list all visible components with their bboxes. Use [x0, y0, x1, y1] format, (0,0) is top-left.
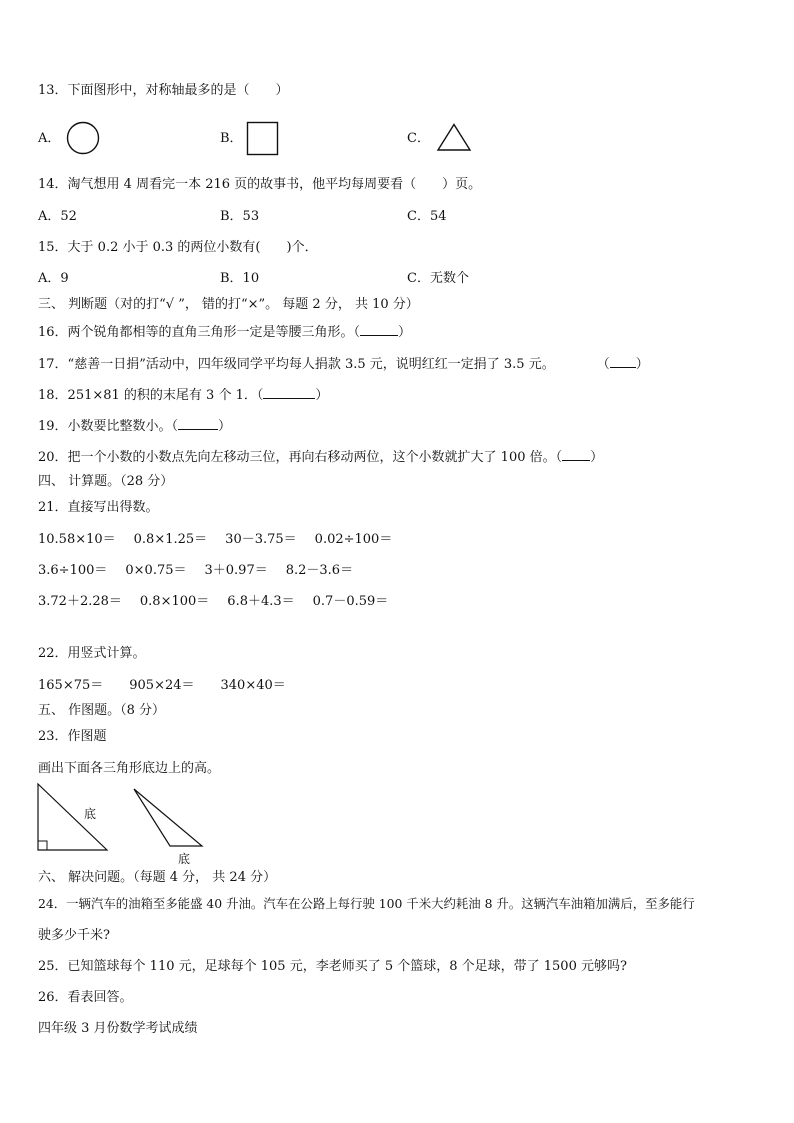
table-title: 四年级 3 月份数学考试成绩 [38, 1021, 198, 1036]
right-triangle-figure [36, 782, 112, 854]
calc-item: 8.2－3.6＝ [285, 563, 354, 578]
calc-item: 905×24＝ [129, 678, 195, 693]
question-24-line-1: 24．一辆汽车的油箱至多能盛 40 升油。汽车在公路上每行驶 100 千米大约耗油 8 升。这辆汽车油箱加满后，至多能行 [38, 896, 695, 911]
question-16 [38, 323, 411, 341]
question-21: 21．直接写出得数。 [38, 500, 159, 515]
question-20-text: 20．把一个小数的小数点先向左移动三位，再向右移动两位，这个小数就扩大了 100 倍。（ [38, 450, 563, 465]
answer-blank-17[interactable] [610, 355, 636, 368]
calc-item: 0.02÷100＝ [314, 532, 393, 547]
question-20-close: ） [590, 450, 604, 465]
question-25: 25．已知篮球每个 110 元，足球每个 105 元，李老师买了 5 个篮球，8 个足球，带了 1500 元够吗? [38, 959, 627, 974]
answer-blank-18[interactable] [263, 386, 315, 399]
question-17-open: （ [596, 357, 610, 372]
question-13: 13．下面图形中，对称轴最多的是（ ） [38, 83, 289, 98]
calc-row-3 [38, 594, 406, 610]
vertical-calc-row [38, 678, 304, 694]
q14-option-b: B．53 [220, 209, 260, 224]
calc-item: 0.8×100＝ [139, 594, 210, 609]
q15-option-c: C．无数个 [407, 271, 469, 286]
calc-item: 6.8＋4.3＝ [227, 594, 295, 609]
q13-option-a-label: A． [38, 131, 61, 146]
question-17-close: ） [635, 357, 649, 372]
question-19-close: ） [218, 419, 232, 434]
calc-item: 340×40＝ [220, 678, 286, 693]
calc-row-1 [38, 532, 410, 548]
calc-item: 0.7－0.59＝ [312, 594, 389, 609]
answer-blank-16[interactable] [360, 323, 398, 336]
square-icon [246, 121, 280, 157]
question-17-text: 17．“慈善一日捐”活动中，四年级同学平均每人捐款 3.5 元，说明红红一定捐了 3.5 元。 [38, 357, 555, 372]
q15-option-b: B．10 [220, 271, 260, 286]
question-14: 14．淘气想用 4 周看完一本 216 页的故事书，他平均每周要看（ ）页。 [38, 177, 482, 192]
section-4-heading: 四、 计算题。（28 分） [38, 474, 174, 489]
question-23: 23．作图题 [38, 729, 107, 744]
question-18-close: ） [315, 388, 329, 403]
question-23-instruction: 画出下面各三角形底边上的高。 [38, 761, 221, 776]
calc-item: 3.6÷100＝ [38, 563, 108, 578]
question-16-text: 16．两个锐角都相等的直角三角形一定是等腰三角形。（ [38, 325, 361, 340]
q13-option-c-label: C． [407, 131, 430, 146]
calc-item: 0×0.75＝ [125, 563, 187, 578]
calc-item: 165×75＝ [38, 678, 104, 693]
question-20 [38, 448, 603, 466]
q14-option-a: A．52 [38, 209, 77, 224]
base-label-2: 底 [178, 852, 191, 866]
question-22: 22．用竖式计算。 [38, 646, 146, 661]
question-18 [38, 386, 328, 404]
circle-icon [66, 121, 102, 157]
obtuse-triangle-figure [132, 787, 208, 851]
q15-option-a: A．9 [38, 271, 69, 286]
section-6-heading: 六、 解决问题。（每题 4 分， 共 24 分） [38, 870, 277, 885]
base-label-1: 底 [84, 807, 97, 821]
calc-item: 0.8×1.25＝ [133, 532, 208, 547]
calc-item: 30－3.75＝ [225, 532, 297, 547]
calc-row-2 [38, 563, 371, 579]
question-17 [38, 355, 649, 373]
q14-option-c: C．54 [407, 209, 447, 224]
question-16-close: ） [398, 325, 412, 340]
calc-item: 3＋0.97＝ [204, 563, 268, 578]
question-24-line-2: 驶多少千米? [38, 928, 110, 943]
question-15: 15．大于 0.2 小于 0.3 的两位小数有( )个． [38, 240, 318, 255]
section-5-heading: 五、 作图题。（8 分） [38, 703, 166, 718]
calc-item: 10.58×10＝ [38, 532, 116, 547]
answer-blank-20[interactable] [562, 448, 590, 461]
question-19 [38, 417, 231, 435]
question-19-text: 19．小数要比整数小。（ [38, 419, 179, 434]
answer-blank-19[interactable] [178, 417, 218, 430]
question-26: 26．看表回答。 [38, 990, 133, 1005]
triangle-icon [436, 123, 472, 153]
section-3-heading: 三、 判断题（对的打“√ ”， 错的打“×”。 每题 2 分， 共 10 分） [38, 297, 419, 312]
q13-option-b-label: B． [220, 131, 243, 146]
calc-item: 3.72＋2.28＝ [38, 594, 122, 609]
question-18-text: 18．251×81 的积的末尾有 3 个 1．（ [38, 388, 264, 403]
